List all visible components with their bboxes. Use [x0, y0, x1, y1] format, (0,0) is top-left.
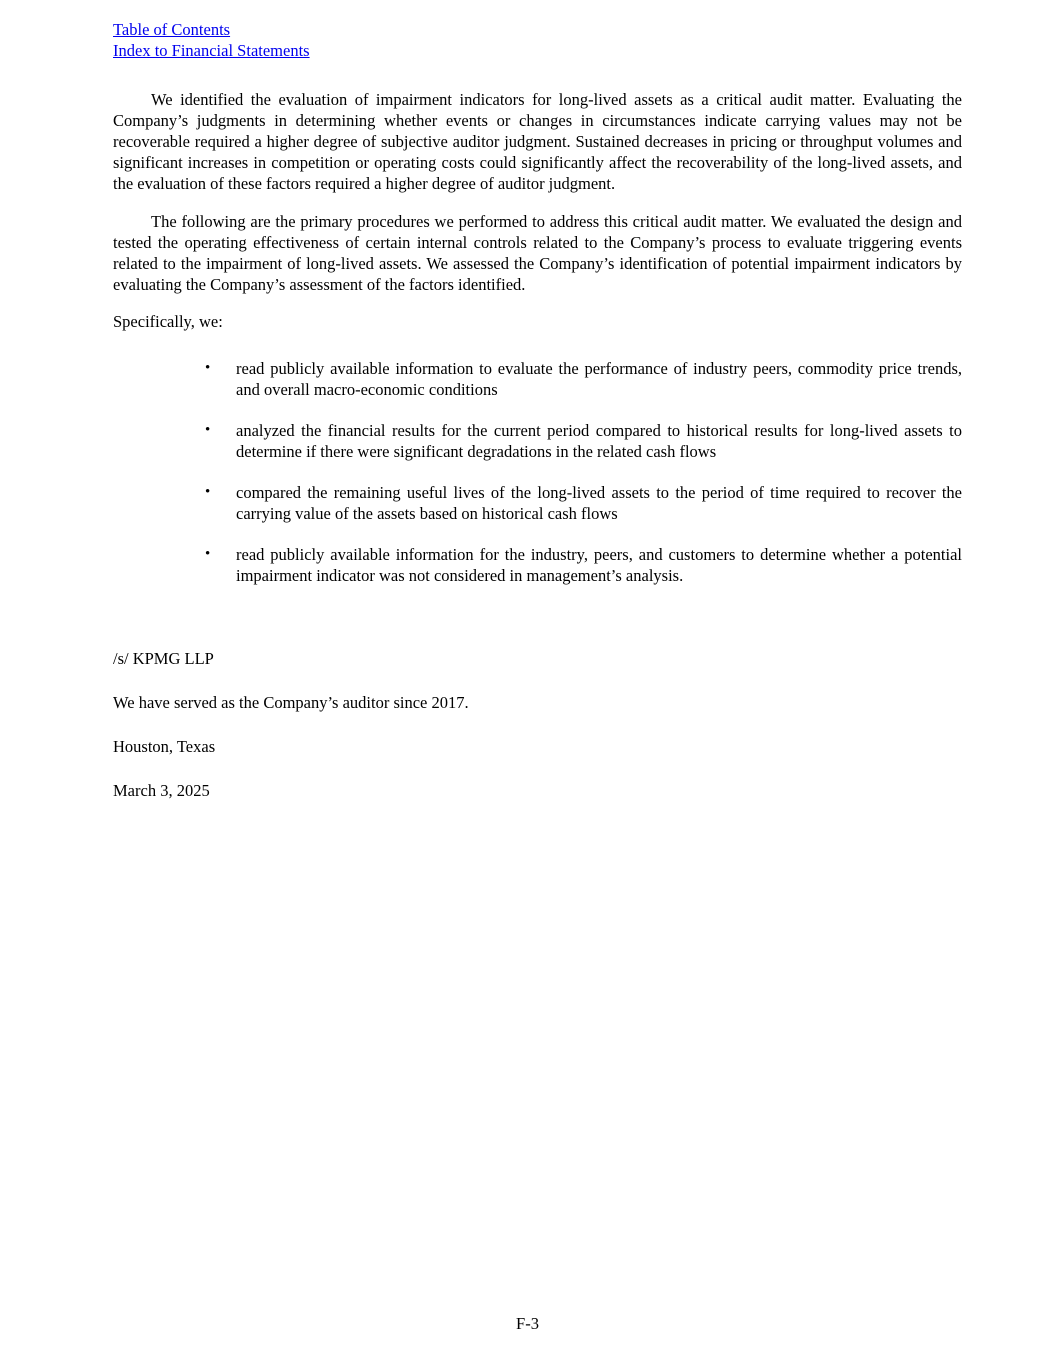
bullet-list: [113, 359, 962, 587]
page-number: F-3: [516, 1314, 539, 1334]
auditor-location: Houston, Texas: [113, 736, 216, 756]
paragraph-critical-audit-matter: We identified the evaluation of impairment indicators for long-lived assets as a critical audit matter. Evaluating the Company’s judgments in determining whether events or changes in circumstances indicate carrying values may not be recoverable required a higher degree of subjective auditor judgment. Sustained decreases in pricing or throughput volumes and significant increases in competition or operating costs could significantly affect the recoverability of the long-lived assets, and the evaluation of these factors required a higher degree of auditor judgment.: [113, 89, 962, 193]
bullet-text-management-analysis: read publicly available information for the industry, peers, and customers to determine whether a potential impairment indicator was not considered in management’s analysis.: [236, 545, 962, 586]
bullet-icon: •: [205, 422, 211, 439]
link-table-of-contents[interactable]: Table of Contents: [113, 20, 231, 39]
paragraph-specifically-intro: Specifically, we:: [113, 312, 223, 332]
bullet-icon: •: [205, 484, 211, 501]
auditor-tenure: We have served as the Company’s auditor since 2017.: [113, 693, 469, 713]
bullet-icon: •: [205, 546, 211, 563]
auditor-signature: /s/ KPMG LLP: [113, 649, 214, 669]
bullet-text-useful-lives: compared the remaining useful lives of the long-lived assets to the period of time required to recover the carrying value of the assets based on historical cash flows: [236, 483, 962, 524]
signature-block: [113, 649, 962, 802]
paragraph-primary-procedures: The following are the primary procedures we performed to address this critical audit matter. We evaluated the design and tested the operating effectiveness of certain internal controls related to the Company’s process to evaluate triggering events related to the impairment of long-lived assets. We assessed the Company’s identification of potential impairment indicators by evaluating the Company’s assessment of the factors identified.: [113, 211, 962, 294]
list-item: [205, 483, 962, 525]
list-item: [205, 545, 962, 587]
list-item: [205, 359, 962, 401]
link-index-to-financial-statements[interactable]: Index to Financial Statements: [113, 40, 310, 60]
bullet-text-industry-peers: read publicly available information to evaluate the performance of industry peers, commodity price trends, and overall macro-economic conditions: [236, 359, 962, 400]
bullet-text-financial-results: analyzed the financial results for the current period compared to historical results for long-lived assets to determine if there were significant degradations in the related cash flows: [236, 421, 962, 462]
bullet-icon: •: [205, 360, 211, 377]
report-date: March 3, 2025: [113, 780, 210, 800]
list-item: [205, 421, 962, 463]
top-links: [113, 20, 962, 62]
